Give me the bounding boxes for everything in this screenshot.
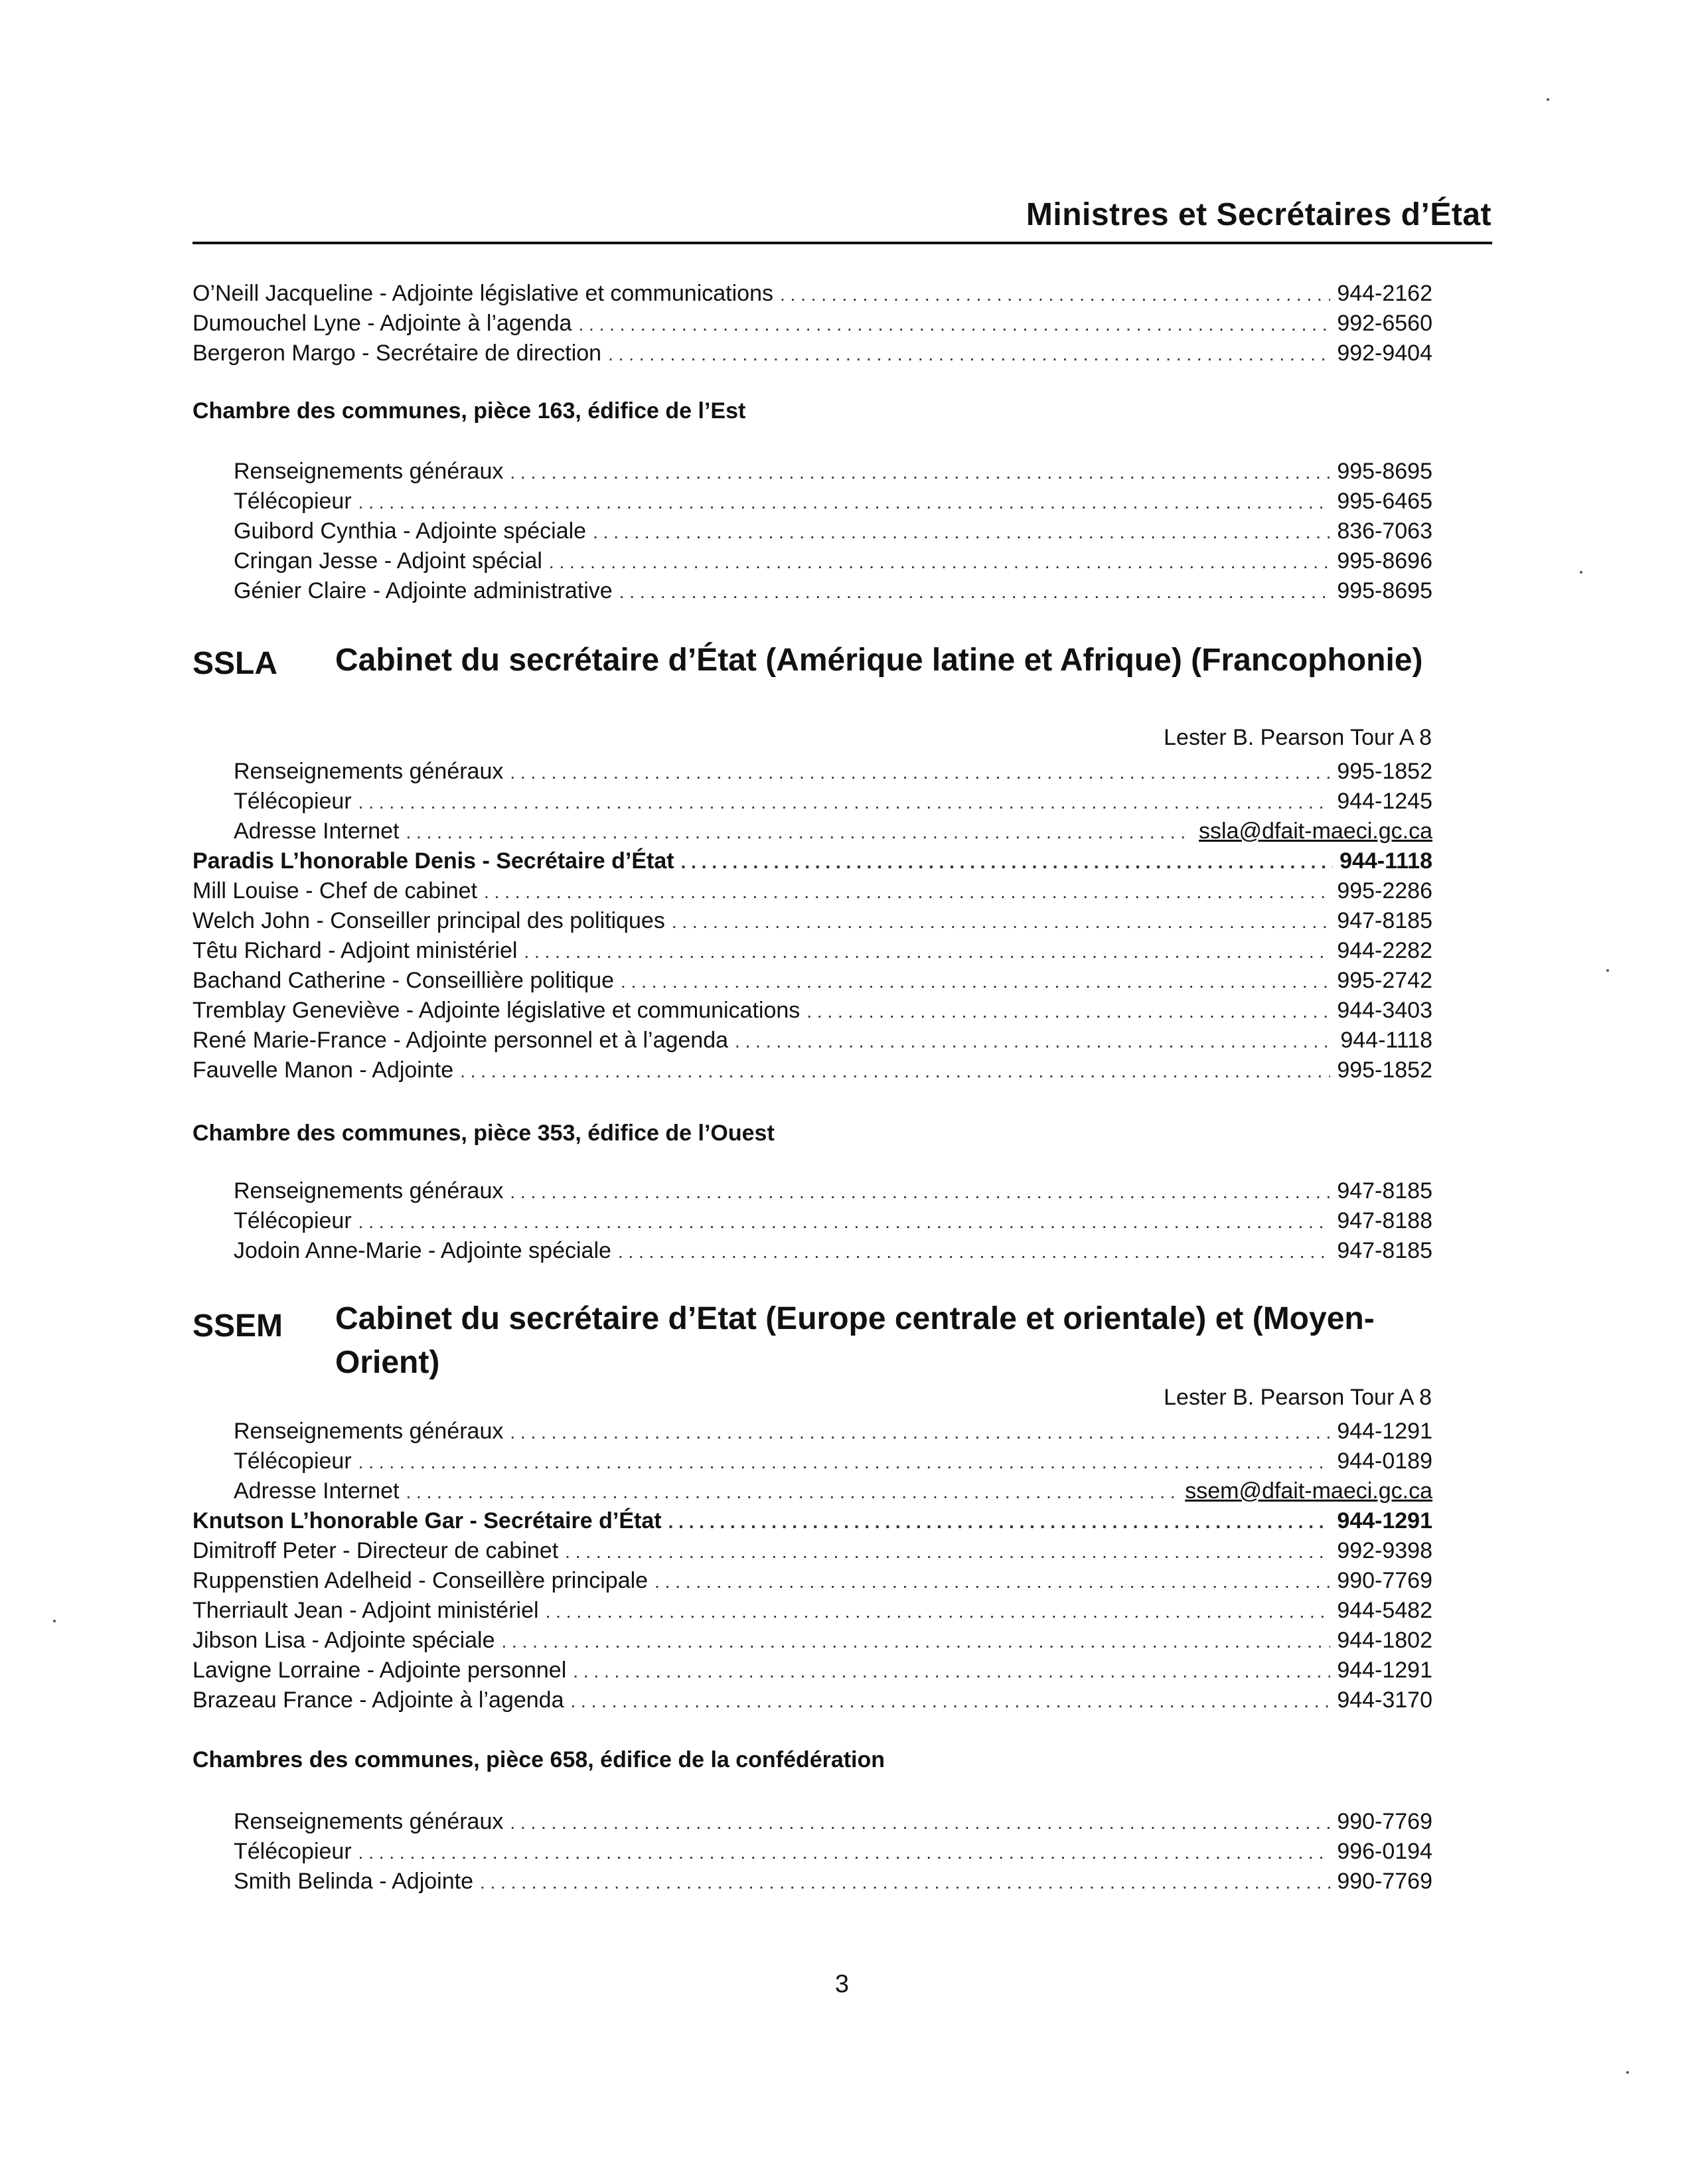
directory-row-minister: Paradis L’honorable Denis - Secrétaire d’État . . . 944-1118 bbox=[192, 846, 1432, 876]
directory-row: Bachand Catherine - Conseillière politique . . . 995-2742 bbox=[192, 966, 1432, 996]
section-code-ssem: SSEM bbox=[192, 1308, 283, 1344]
directory-row: Lavigne Lorraine - Adjointe personnel . . . 944-1291 bbox=[192, 1656, 1432, 1685]
email-link[interactable]: ssla@dfait-maeci.gc.ca bbox=[1199, 819, 1432, 844]
directory-row: Smith Belinda - Adjointe . . . 990-7769 bbox=[192, 1867, 1432, 1897]
directory-row: Renseignements généraux . . . 944-1291 bbox=[192, 1417, 1432, 1446]
directory-row: Brazeau France - Adjointe à l’agenda . . . 944-3170 bbox=[192, 1685, 1432, 1715]
directory-row: Dimitroff Peter - Directeur de cabinet . . . 992-9398 bbox=[192, 1536, 1432, 1566]
directory-row: Dumouchel Lyne - Adjointe à l’agenda . . . 992-6560 bbox=[192, 309, 1432, 339]
directory-row: Génier Claire - Adjointe administrative . . . 995-8695 bbox=[192, 576, 1432, 606]
directory-row: Renseignements généraux . . . 947-8185 bbox=[192, 1176, 1432, 1206]
scan-speck bbox=[1580, 571, 1582, 574]
staff-list-top bbox=[192, 279, 1432, 368]
room-contacts-west bbox=[192, 1176, 1432, 1266]
directory-row-minister: Knutson L’honorable Gar - Secrétaire d’État . . . 944-1291 bbox=[192, 1506, 1432, 1536]
directory-row: Renseignements généraux . . . 995-1852 bbox=[192, 757, 1432, 787]
room-contacts-east bbox=[192, 457, 1432, 606]
directory-row: Guibord Cynthia - Adjointe spéciale . . . 836-7063 bbox=[192, 516, 1432, 546]
directory-row: Therriault Jean - Adjoint ministériel . . . 944-5482 bbox=[192, 1596, 1432, 1626]
directory-row: Renseignements généraux . . . 995-8695 bbox=[192, 457, 1432, 487]
directory-row: Télécopieur . . . 944-0189 bbox=[192, 1446, 1432, 1476]
directory-row: Renseignements généraux . . . 990-7769 bbox=[192, 1807, 1432, 1837]
directory-row: Télécopieur . . . 995-6465 bbox=[192, 487, 1432, 516]
room-heading: Chambre des communes, pièce 353, édifice de l’Ouest bbox=[192, 1121, 775, 1146]
directory-row: Cringan Jesse - Adjoint spécial . . . 995-8696 bbox=[192, 546, 1432, 576]
title-rule bbox=[192, 242, 1492, 244]
page-number: 3 bbox=[834, 1970, 850, 1998]
directory-row: O’Neill Jacqueline - Adjointe législative et communications . . . 944-2162 bbox=[192, 279, 1432, 309]
directory-row: Télécopieur . . . 944-1245 bbox=[192, 787, 1432, 817]
scan-speck bbox=[1547, 98, 1549, 101]
directory-row: Têtu Richard - Adjoint ministériel . . . 944-2282 bbox=[192, 936, 1432, 966]
directory-row: Tremblay Geneviève - Adjointe législative et communications . . . 944-3403 bbox=[192, 996, 1432, 1026]
office-address: Lester B. Pearson Tour A 8 bbox=[1164, 1385, 1432, 1410]
room-heading: Chambres des communes, pièce 658, édifice de la confédération bbox=[192, 1747, 885, 1772]
directory-row: Bergeron Margo - Secrétaire de direction . . . 992-9404 bbox=[192, 339, 1432, 368]
scan-speck bbox=[53, 1620, 56, 1622]
directory-row: Jodoin Anne-Marie - Adjointe spéciale . . . 947-8185 bbox=[192, 1236, 1432, 1266]
ssla-general-contacts bbox=[192, 757, 1432, 1085]
room-contacts-confederation bbox=[192, 1807, 1432, 1897]
section-code-ssla: SSLA bbox=[192, 646, 278, 681]
room-heading: Chambre des communes, pièce 163, édifice de l’Est bbox=[192, 398, 746, 424]
directory-row: Mill Louise - Chef de cabinet . . . 995-2286 bbox=[192, 876, 1432, 906]
directory-row: Fauvelle Manon - Adjointe . . . 995-1852 bbox=[192, 1055, 1432, 1085]
directory-row: Télécopieur . . . 947-8188 bbox=[192, 1206, 1432, 1236]
page-title: Ministres et Secrétaires d’État bbox=[1026, 197, 1492, 232]
office-address: Lester B. Pearson Tour A 8 bbox=[1164, 725, 1432, 750]
directory-row: René Marie-France - Adjointe personnel et à l’agenda . . . 944-1118 bbox=[192, 1026, 1432, 1055]
directory-row: Adresse Internet . . . ssem@dfait-maeci.gc.ca bbox=[192, 1476, 1432, 1506]
directory-row: Welch John - Conseiller principal des politiques . . . 947-8185 bbox=[192, 906, 1432, 936]
section-title-ssla: Cabinet du secrétaire d’État (Amérique latine et Afrique) (Francophonie) bbox=[335, 643, 1423, 678]
scan-speck bbox=[1606, 969, 1609, 972]
directory-row: Télécopieur . . . 996-0194 bbox=[192, 1837, 1432, 1867]
scan-speck bbox=[1626, 2071, 1629, 2074]
ssem-general-contacts bbox=[192, 1417, 1432, 1715]
directory-row: Ruppenstien Adelheid - Conseillère principale . . . 990-7769 bbox=[192, 1566, 1432, 1596]
directory-row: Jibson Lisa - Adjointe spéciale . . . 944-1802 bbox=[192, 1626, 1432, 1656]
directory-row: Adresse Internet . . . ssla@dfait-maeci.gc.ca bbox=[192, 817, 1432, 846]
email-link[interactable]: ssem@dfait-maeci.gc.ca bbox=[1185, 1478, 1432, 1504]
section-title-ssem: Cabinet du secrétaire d’Etat (Europe centrale et orientale) et (Moyen-Orient) bbox=[335, 1301, 1375, 1380]
